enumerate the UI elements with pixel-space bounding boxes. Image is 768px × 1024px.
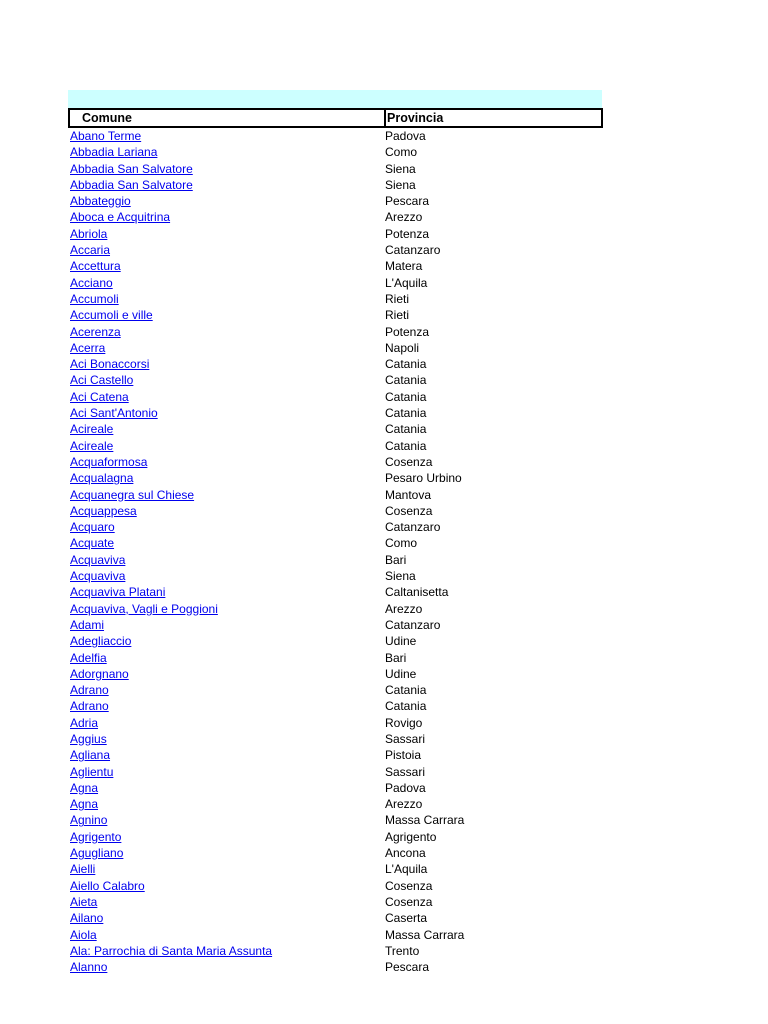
comune-link[interactable]: Acerra bbox=[70, 340, 106, 355]
provincia-cell: Siena bbox=[385, 177, 416, 192]
provincia-cell: Catania bbox=[385, 422, 427, 437]
comune-link[interactable]: Acquaviva bbox=[70, 552, 126, 567]
comune-link[interactable]: Accumoli e ville bbox=[70, 308, 153, 323]
comune-link[interactable]: Aiola bbox=[70, 927, 97, 942]
provincia-cell: Catanzaro bbox=[385, 617, 441, 632]
comune-link[interactable]: Aielli bbox=[70, 862, 96, 877]
table-row bbox=[68, 829, 602, 845]
provincia-cell: Catania bbox=[385, 389, 427, 404]
table-row bbox=[68, 242, 602, 258]
provincia-cell: Massa Carrara bbox=[385, 927, 465, 942]
table-row bbox=[68, 617, 602, 633]
table-row bbox=[68, 796, 602, 812]
table-row bbox=[68, 780, 602, 796]
comune-link[interactable]: Accumoli bbox=[70, 291, 119, 306]
comune-link[interactable]: Adorgnano bbox=[70, 666, 129, 681]
table-row bbox=[68, 650, 602, 666]
table-row bbox=[68, 666, 602, 682]
table-row bbox=[68, 372, 602, 388]
provincia-cell: Udine bbox=[385, 634, 417, 649]
provincia-cell: Catania bbox=[385, 683, 427, 698]
provincia-cell: Padova bbox=[385, 780, 426, 795]
provincia-cell: Mantova bbox=[385, 487, 432, 502]
comune-link[interactable]: Aci Catena bbox=[70, 389, 129, 404]
table-row bbox=[68, 747, 602, 763]
table-row bbox=[68, 698, 602, 714]
provincia-cell: Arezzo bbox=[385, 797, 423, 812]
comune-link[interactable]: Acquappesa bbox=[70, 503, 137, 518]
table-row bbox=[68, 601, 602, 617]
table-row bbox=[68, 503, 602, 519]
comune-link[interactable]: Ala: Parrochia di Santa Maria Assunta bbox=[70, 943, 273, 958]
provincia-cell: Cosenza bbox=[385, 878, 433, 893]
table-row bbox=[68, 764, 602, 780]
provincia-cell: Cosenza bbox=[385, 894, 433, 909]
comune-link[interactable]: Adrano bbox=[70, 699, 109, 714]
table-row bbox=[68, 894, 602, 910]
provincia-cell: Caltanisetta bbox=[385, 585, 449, 600]
comune-link[interactable]: Acciano bbox=[70, 275, 113, 290]
table-row bbox=[68, 552, 602, 568]
provincia-cell: Padova bbox=[385, 129, 426, 143]
provincia-cell: Catania bbox=[385, 373, 427, 388]
table-row bbox=[68, 927, 602, 943]
comune-link[interactable]: Alanno bbox=[70, 960, 108, 975]
comune-link[interactable]: Agnino bbox=[70, 813, 108, 828]
table-row bbox=[68, 144, 602, 160]
comune-link[interactable]: Acquanegra sul Chiese bbox=[70, 487, 195, 502]
table-row bbox=[68, 487, 602, 503]
provincia-cell: Bari bbox=[385, 650, 407, 665]
comune-link[interactable]: Accettura bbox=[70, 259, 121, 274]
comune-link[interactable]: Acireale bbox=[70, 422, 114, 437]
table-row bbox=[68, 519, 602, 535]
comune-link[interactable]: Aboca e Acquitrina bbox=[70, 210, 171, 225]
comune-link[interactable]: Aiello Calabro bbox=[70, 878, 145, 893]
provincia-cell: Cosenza bbox=[385, 503, 433, 518]
table-row bbox=[68, 568, 602, 584]
provincia-cell: Como bbox=[385, 145, 418, 160]
column-header-comune: Comune bbox=[70, 110, 386, 126]
provincia-cell: Catania bbox=[385, 357, 427, 372]
provincia-cell: L'Aquila bbox=[385, 862, 428, 877]
provincia-cell: Catanzaro bbox=[385, 520, 441, 535]
provincia-cell: Catania bbox=[385, 438, 427, 453]
comune-link[interactable]: Abriola bbox=[70, 226, 108, 241]
table-row bbox=[68, 812, 602, 828]
provincia-cell: L'Aquila bbox=[385, 275, 428, 290]
provincia-cell: Rieti bbox=[385, 308, 410, 323]
table-row bbox=[68, 943, 602, 959]
table-row bbox=[68, 584, 602, 600]
table-row bbox=[68, 177, 602, 193]
provincia-cell: Bari bbox=[385, 552, 407, 567]
comune-link[interactable]: Abano Terme bbox=[70, 129, 142, 143]
provincia-cell: Como bbox=[385, 536, 418, 551]
provincia-cell: Arezzo bbox=[385, 601, 423, 616]
provincia-cell: Siena bbox=[385, 161, 416, 176]
provincia-cell: Matera bbox=[385, 259, 423, 274]
table-row bbox=[68, 209, 602, 225]
comune-link[interactable]: Agna bbox=[70, 780, 99, 795]
table-row bbox=[68, 454, 602, 470]
table-row bbox=[68, 405, 602, 421]
provincia-cell: Pescara bbox=[385, 194, 430, 209]
table-row bbox=[68, 470, 602, 486]
provincia-cell: Pesaro Urbino bbox=[385, 471, 462, 486]
provincia-cell: Napoli bbox=[385, 340, 420, 355]
comune-link[interactable]: Adegliaccio bbox=[70, 634, 132, 649]
comune-link[interactable]: Adami bbox=[70, 617, 105, 632]
comune-link[interactable]: Acquate bbox=[70, 536, 115, 551]
comune-link[interactable]: Agna bbox=[70, 797, 99, 812]
table-body bbox=[68, 128, 602, 975]
table-row bbox=[68, 421, 602, 437]
comune-link[interactable]: Adelfia bbox=[70, 650, 107, 665]
provincia-cell: Catania bbox=[385, 699, 427, 714]
comune-link[interactable]: Abbateggio bbox=[70, 194, 131, 209]
table-row bbox=[68, 633, 602, 649]
table-row bbox=[68, 682, 602, 698]
table-row bbox=[68, 340, 602, 356]
table-row bbox=[68, 324, 602, 340]
provincia-cell: Rovigo bbox=[385, 715, 423, 730]
comune-link[interactable]: Acireale bbox=[70, 438, 114, 453]
spreadsheet bbox=[68, 90, 602, 975]
table-row bbox=[68, 389, 602, 405]
comune-link[interactable]: Acquaformosa bbox=[70, 454, 148, 469]
provincia-cell: Trento bbox=[385, 943, 420, 958]
comune-link[interactable]: Acquaviva, Vagli e Poggioni bbox=[70, 601, 218, 616]
comune-link[interactable]: Abbadia San Salvatore bbox=[70, 177, 193, 192]
table-row bbox=[68, 258, 602, 274]
comune-link[interactable]: Acquaviva Platani bbox=[70, 585, 166, 600]
provincia-cell: Sassari bbox=[385, 731, 426, 746]
provincia-cell: Cosenza bbox=[385, 454, 433, 469]
header-band bbox=[68, 90, 602, 108]
table-row bbox=[68, 226, 602, 242]
table-row bbox=[68, 715, 602, 731]
table-row bbox=[68, 731, 602, 747]
comune-link[interactable]: Agliana bbox=[70, 748, 111, 763]
comune-link[interactable]: Aci Castello bbox=[70, 373, 134, 388]
comune-link[interactable]: Acqualagna bbox=[70, 471, 134, 486]
comune-link[interactable]: Aci Bonaccorsi bbox=[70, 357, 150, 372]
table-row bbox=[68, 128, 602, 144]
provincia-cell: Arezzo bbox=[385, 210, 423, 225]
comune-link[interactable]: Accaria bbox=[70, 243, 111, 258]
table-row bbox=[68, 356, 602, 372]
table-row bbox=[68, 291, 602, 307]
table-header bbox=[68, 108, 603, 128]
provincia-cell: Massa Carrara bbox=[385, 813, 465, 828]
provincia-cell: Pescara bbox=[385, 960, 430, 975]
table-row bbox=[68, 161, 602, 177]
provincia-cell: Caserta bbox=[385, 911, 428, 926]
comune-link[interactable]: Adrano bbox=[70, 683, 109, 698]
comune-link[interactable]: Ailano bbox=[70, 911, 104, 926]
table-row bbox=[68, 845, 602, 861]
comune-link[interactable]: Aieta bbox=[70, 894, 98, 909]
provincia-cell: Catania bbox=[385, 406, 427, 421]
table-row bbox=[68, 910, 602, 926]
provincia-cell: Sassari bbox=[385, 764, 426, 779]
table-row bbox=[68, 193, 602, 209]
table-row bbox=[68, 861, 602, 877]
comune-link[interactable]: Abbadia Lariana bbox=[70, 145, 158, 160]
provincia-cell: Catanzaro bbox=[385, 243, 441, 258]
comune-link[interactable]: Aglientu bbox=[70, 764, 114, 779]
comune-link[interactable]: Aci Sant'Antonio bbox=[70, 406, 158, 421]
column-header-provincia: Provincia bbox=[387, 111, 444, 125]
provincia-cell: Rieti bbox=[385, 291, 410, 306]
comune-link[interactable]: Acquaviva bbox=[70, 569, 126, 584]
provincia-cell: Pistoia bbox=[385, 748, 422, 763]
provincia-cell: Udine bbox=[385, 666, 417, 681]
provincia-cell: Potenza bbox=[385, 324, 430, 339]
table-row bbox=[68, 959, 602, 975]
table-row bbox=[68, 438, 602, 454]
table-row bbox=[68, 307, 602, 323]
comune-link[interactable]: Adria bbox=[70, 715, 99, 730]
provincia-cell: Potenza bbox=[385, 226, 430, 241]
comune-link[interactable]: Acerenza bbox=[70, 324, 121, 339]
comune-link[interactable]: Agugliano bbox=[70, 846, 124, 861]
comune-link[interactable]: Aggius bbox=[70, 731, 107, 746]
table-row bbox=[68, 275, 602, 291]
provincia-cell: Agrigento bbox=[385, 829, 437, 844]
comune-link[interactable]: Agrigento bbox=[70, 829, 122, 844]
table-row bbox=[68, 878, 602, 894]
provincia-cell: Siena bbox=[385, 569, 416, 584]
provincia-cell: Ancona bbox=[385, 846, 426, 861]
comune-link[interactable]: Abbadia San Salvatore bbox=[70, 161, 193, 176]
comune-link[interactable]: Acquaro bbox=[70, 520, 115, 535]
table-row bbox=[68, 535, 602, 551]
